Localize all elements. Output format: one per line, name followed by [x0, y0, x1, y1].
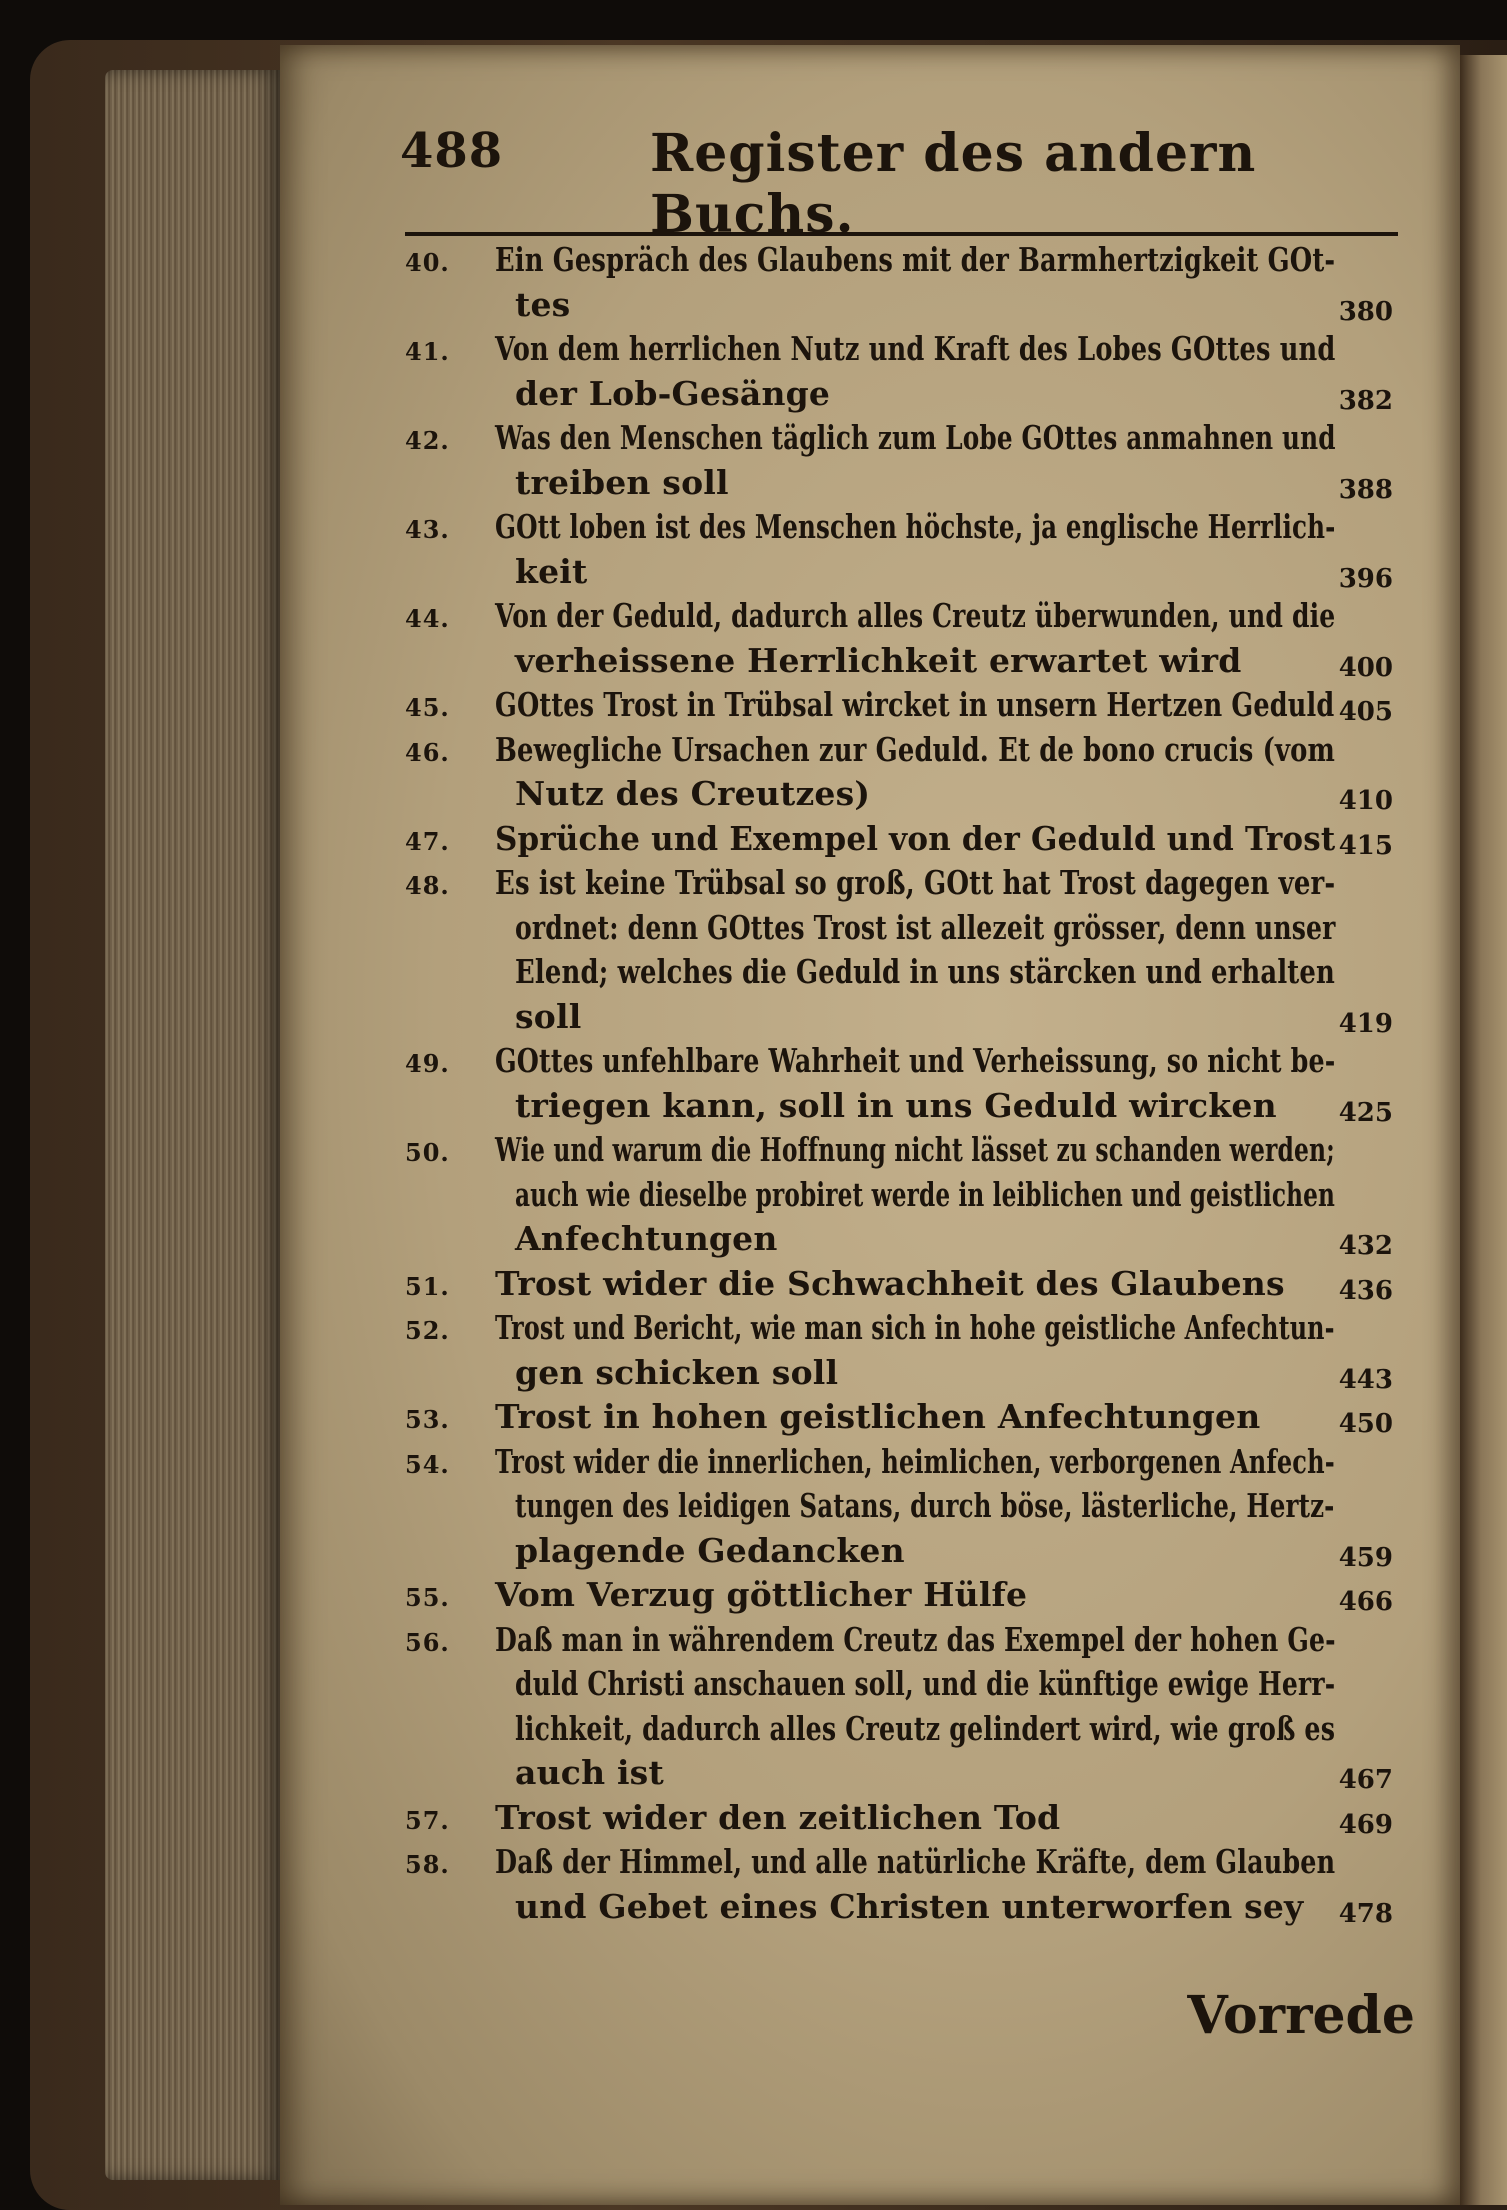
entry-number: 46.	[405, 737, 450, 767]
entry-text-line: GOttes Trost in Trübsal wircket in unsern Hertzen Geduld	[495, 685, 1335, 724]
book-page	[280, 45, 1460, 2205]
entry-number: 48.	[405, 871, 450, 900]
entry-text-line: GOttes unfehlbare Wahrheit und Verheissung, so nicht be-	[495, 1041, 1336, 1080]
entry-number: 53.	[405, 1405, 450, 1434]
entry-page-ref: 450	[1338, 1409, 1393, 1439]
entry-text-line: Sprüche und Exempel von der Geduld und Trost	[495, 818, 1336, 858]
entry-text-line: Nutz des Creutzes)	[515, 774, 871, 813]
entry-number: 45.	[405, 693, 450, 722]
entry-page-ref: 478	[1338, 1898, 1393, 1929]
page-block-edges	[105, 70, 280, 2180]
header-rule	[405, 232, 1398, 236]
entry-text-line: Elend; welches die Geduld in uns stärcken und erhalten	[515, 952, 1336, 991]
entry-text-line: Daß der Himmel, und alle natürliche Kräfte, dem Glauben	[495, 1842, 1336, 1881]
entry-text-line: GOtt loben ist des Menschen höchste, ja englische Herrlich-	[495, 507, 1336, 546]
entry-text-line: Von dem herrlichen Nutz und Kraft des Lobes GOttes und	[495, 329, 1336, 368]
entry-number: 56.	[405, 1627, 450, 1657]
entry-text-line: Es ist keine Trübsal so groß, GOtt hat Trost dagegen ver-	[495, 863, 1336, 902]
entry-text-line: Bewegliche Ursachen zur Geduld. Et de bono crucis (vom	[495, 729, 1336, 769]
entry-page-ref: 443	[1338, 1364, 1393, 1395]
running-head	[400, 123, 1400, 245]
entry-page-ref: 436	[1338, 1275, 1393, 1306]
page-number: 488	[400, 123, 504, 179]
entry-number: 50.	[405, 1138, 450, 1167]
entry-page-ref: 467	[1338, 1765, 1393, 1795]
entry-text-line: auch wie dieselbe probiret werde in leiblichen und geistlichen	[515, 1174, 1336, 1214]
entry-number: 51.	[405, 1271, 450, 1301]
entry-text-line: tes	[515, 284, 571, 324]
entry-page-ref: 396	[1338, 563, 1393, 594]
entry-number: 41.	[405, 337, 450, 366]
catchword: Vorrede	[1187, 1985, 1415, 2046]
entry-text-line: Daß man in währendem Creutz das Exempel der hohen Ge-	[495, 1619, 1336, 1659]
entry-number: 57.	[405, 1805, 450, 1835]
entry-text-line: Wie und warum die Hoffnung nicht lässet zu schanden werden;	[495, 1130, 1335, 1169]
entry-text-line: ordnet: denn GOttes Trost ist allezeit grösser, denn unser	[515, 907, 1336, 947]
entry-text-line: Anfechtungen	[515, 1219, 778, 1258]
page-title: Register des andern Buchs.	[650, 123, 1257, 245]
entry-text-line: Trost wider die innerlichen, heimlichen, verborgenen Anfech-	[495, 1441, 1335, 1481]
entry-text-line: tungen des leidigen Satans, durch böse, lästerliche, Hertz-	[515, 1486, 1335, 1525]
entry-number: 58.	[405, 1850, 450, 1879]
entry-number: 47.	[405, 826, 450, 856]
entry-text-line: triegen kann, soll in uns Geduld wircken	[515, 1085, 1277, 1125]
entry-number: 42.	[405, 426, 450, 455]
entry-text-line: Trost und Bericht, wie man sich in hohe geistliche Anfechtun-	[495, 1308, 1335, 1347]
entry-page-ref: 410	[1338, 786, 1393, 816]
entry-text-line: Ein Gespräch des Glaubens mit der Barmhertzigkeit GOt-	[495, 240, 1336, 279]
entry-page-ref: 382	[1338, 385, 1393, 416]
entry-text-line: der Lob-Gesänge	[515, 373, 831, 413]
entry-page-ref: 432	[1338, 1231, 1393, 1261]
entry-text-line: auch ist	[515, 1753, 664, 1792]
entry-page-ref: 388	[1338, 474, 1393, 505]
entry-page-ref: 466	[1338, 1587, 1393, 1617]
entry-text-line: duld Christi anschauen soll, und die künftige ewige Herr-	[515, 1664, 1336, 1703]
entry-page-ref: 469	[1338, 1809, 1393, 1840]
entry-text-line: Trost wider den zeitlichen Tod	[495, 1797, 1061, 1837]
entry-page-ref: 400	[1338, 652, 1393, 683]
entry-text-line: Von der Geduld, dadurch alles Creutz überwunden, und die	[495, 596, 1336, 635]
entry-text-line: Trost wider die Schwachheit des Glaubens	[495, 1263, 1285, 1303]
entry-page-ref: 405	[1338, 697, 1393, 727]
entry-text-line: keit	[515, 551, 588, 591]
entry-page-ref: 425	[1338, 1097, 1393, 1128]
entry-number: 54.	[405, 1449, 450, 1479]
entry-text-line: plagende Gedancken	[515, 1530, 905, 1570]
entry-text-line: treiben soll	[515, 462, 729, 502]
entry-page-ref: 419	[1338, 1008, 1393, 1039]
entry-number: 52.	[405, 1316, 450, 1345]
entry-text-line: Vom Verzug göttlicher Hülfe	[495, 1575, 1028, 1614]
facing-page-edge	[1460, 55, 1507, 2205]
entry-page-ref: 415	[1338, 830, 1393, 861]
entry-text-line: und Gebet eines Christen unterworfen sey	[515, 1886, 1304, 1926]
entry-number: 43.	[405, 515, 450, 544]
entry-number: 55.	[405, 1583, 450, 1612]
entry-text-line: Trost in hohen geistlichen Anfechtungen	[495, 1397, 1261, 1436]
entry-page-ref: 380	[1338, 296, 1393, 327]
entry-text-line: Was den Menschen täglich zum Lobe GOttes anmahnen und	[495, 418, 1336, 457]
entry-page-ref: 459	[1338, 1542, 1393, 1573]
entry-text-line: verheissene Herrlichkeit erwartet wird	[515, 640, 1242, 680]
entry-text-line: gen schicken soll	[515, 1352, 839, 1392]
entry-number: 44.	[405, 604, 450, 633]
entry-text-line: lichkeit, dadurch alles Creutz gelindert wird, wie groß es	[515, 1708, 1336, 1748]
entry-number: 49.	[405, 1049, 450, 1078]
entry-text-line: soll	[515, 996, 582, 1036]
entry-number: 40.	[405, 248, 450, 277]
